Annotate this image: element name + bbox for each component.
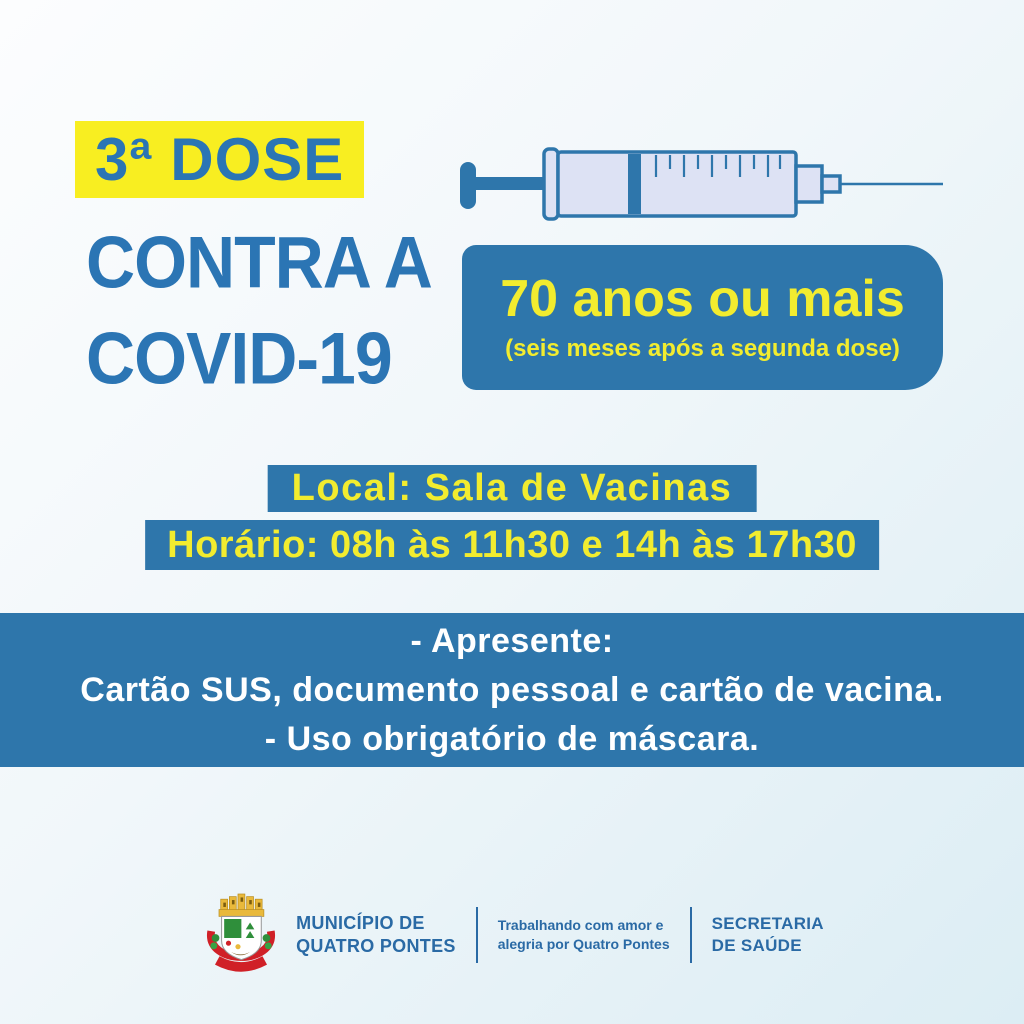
crest-shield (222, 916, 262, 959)
instructions-band (0, 613, 1024, 767)
syringe-seal (628, 154, 641, 214)
syringe-nozzle (822, 176, 840, 192)
eligibility-title: 70 anos ou mais (500, 270, 905, 329)
health-department (712, 913, 824, 957)
headline-line-contra-a: CONTRA A (86, 221, 432, 304)
department-line-2: DE SAÚDE (711, 936, 802, 955)
syringe-icon (440, 135, 960, 235)
headline-line-covid-19: COVID-19 (86, 317, 392, 400)
footer-divider (476, 907, 478, 963)
department-line-1: SECRETARIA (711, 914, 824, 933)
syringe-barrel (558, 152, 796, 216)
syringe-flange (544, 149, 558, 219)
instruction-line-apresente: - Apresente: (410, 621, 614, 660)
syringe-tip (796, 166, 822, 202)
eligibility-subtitle: (seis meses após a segunda dose) (505, 334, 900, 362)
municipality-slogan (498, 916, 670, 954)
municipality-line-1: MUNICÍPIO DE (296, 913, 425, 933)
municipality-name (296, 912, 456, 958)
slogan-line-2: alegria por Quatro Pontes (497, 936, 670, 952)
municipality-line-2: QUATRO PONTES (296, 936, 456, 956)
footer (0, 884, 1024, 986)
crest-crown (219, 894, 264, 916)
slogan-line-1: Trabalhando com amor e (497, 917, 664, 933)
footer-divider (690, 907, 692, 963)
eligibility-box (462, 245, 943, 390)
hours-strip: Horário: 08h às 11h30 e 14h às 17h30 (145, 520, 879, 570)
quatro-pontes-coat-of-arms (200, 884, 282, 986)
instruction-line-documents: Cartão SUS, documento pessoal e cartão de vacina. (80, 670, 944, 709)
instruction-line-mask: - Uso obrigatório de máscara. (264, 719, 760, 758)
location-strip: Local: Sala de Vacinas (268, 465, 757, 512)
headline-badge: 3ª DOSE (75, 121, 364, 198)
